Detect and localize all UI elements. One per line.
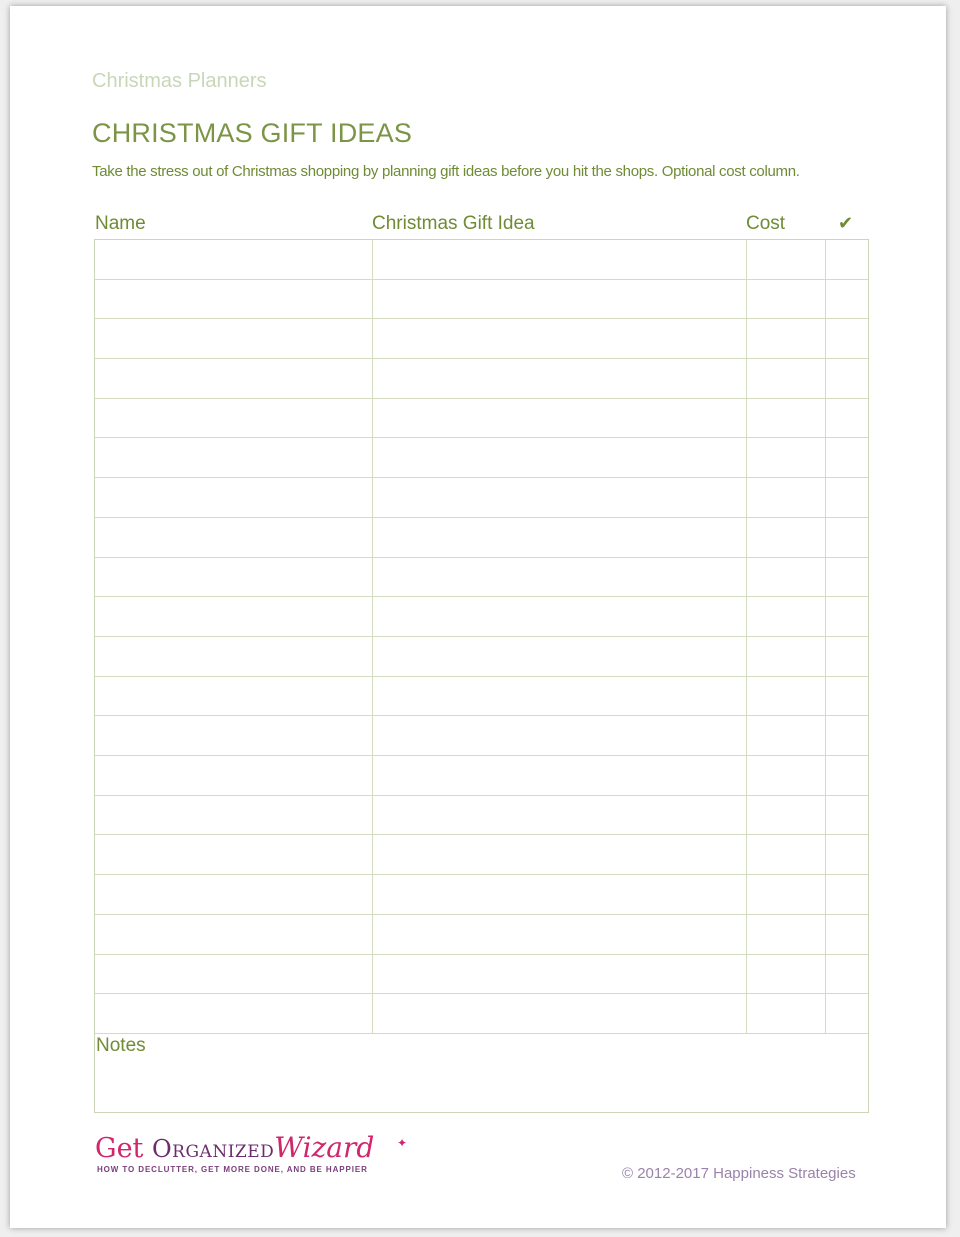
logo-get: Get (95, 1133, 144, 1164)
table-row (95, 677, 868, 717)
table-row (95, 637, 868, 677)
table-row (95, 558, 868, 598)
table-row (95, 439, 868, 479)
brand-logo (95, 1131, 408, 1174)
table-row (95, 319, 868, 359)
logo-wizard: Wizard (274, 1131, 375, 1164)
logo-organized: Organized (152, 1135, 275, 1163)
logo-tagline: HOW TO DECLUTTER, GET MORE DONE, AND BE HAPPIER (97, 1165, 368, 1174)
table-row (95, 280, 868, 320)
table-row (95, 518, 868, 558)
table-row (95, 915, 868, 955)
page-subtitle: Take the stress out of Christmas shopping by planning gift ideas before you hit the shops. Optional cost column. (92, 163, 800, 180)
table-row (95, 478, 868, 518)
page-title: CHRISTMAS GIFT IDEAS (92, 118, 413, 148)
table-row (95, 994, 868, 1034)
copyright-text: © 2012-2017 Happiness Strategies (622, 1165, 856, 1182)
notes-box (94, 1033, 869, 1113)
logo-wordmark (95, 1133, 374, 1164)
column-header-gift-idea: Christmas Gift Idea (372, 213, 535, 234)
table-row (95, 359, 868, 399)
table-row (95, 796, 868, 836)
table-row (95, 597, 868, 637)
table-row (95, 955, 868, 995)
notes-label: Notes (96, 1035, 146, 1056)
section-label: Christmas Planners (92, 70, 267, 92)
gift-ideas-table (94, 239, 869, 1033)
table-row (95, 875, 868, 915)
table-row (95, 240, 868, 280)
sparkle-icon: ✦ (397, 1136, 408, 1150)
table-row (95, 716, 868, 756)
table-row (95, 756, 868, 796)
column-header-name: Name (95, 213, 146, 234)
column-header-check-icon: ✔ (838, 213, 854, 234)
table-row (95, 836, 868, 876)
table-row (95, 399, 868, 439)
column-header-cost: Cost (746, 213, 786, 234)
